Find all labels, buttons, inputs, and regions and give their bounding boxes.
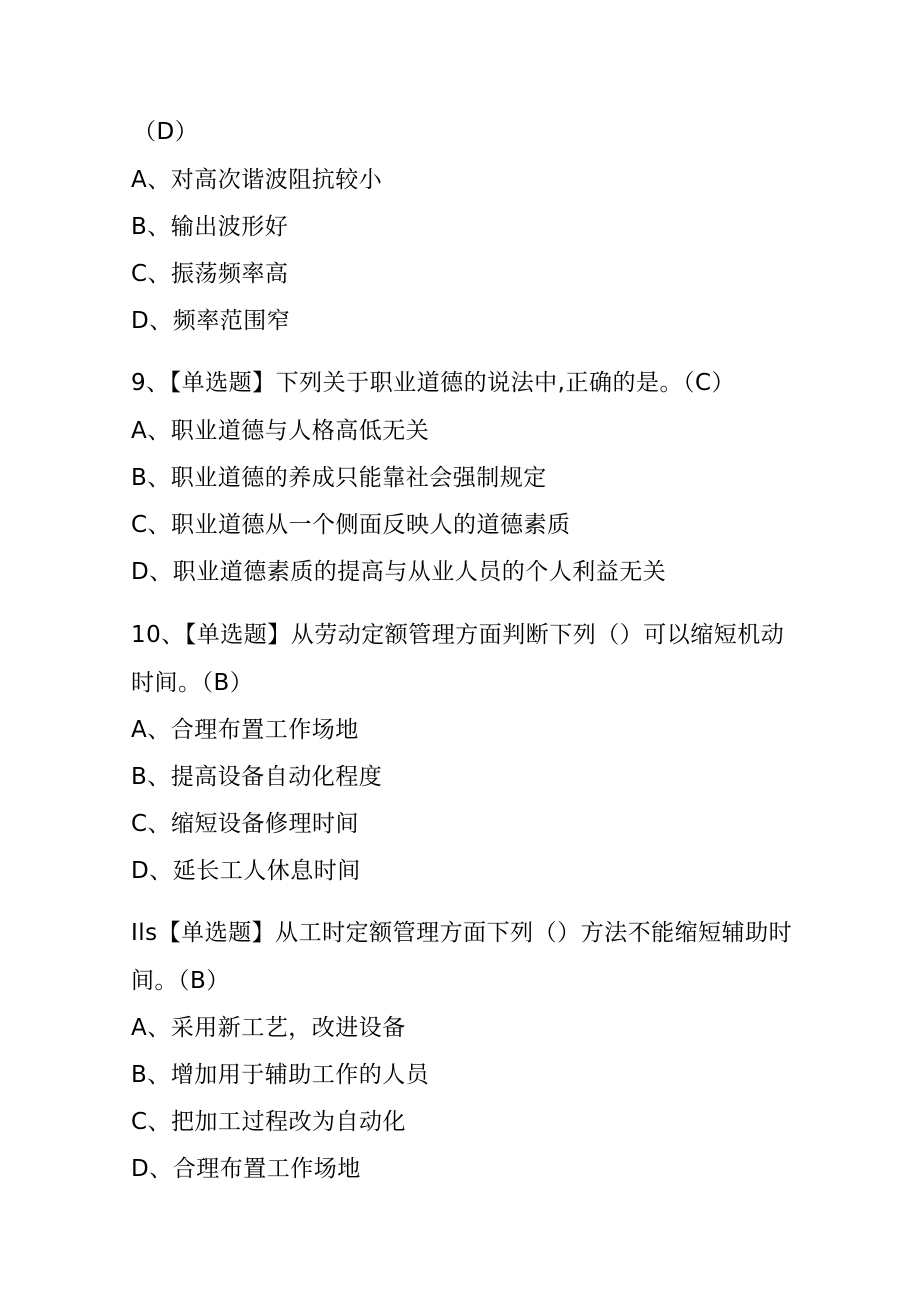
q10-option-d: D、延长工人休息时间 [131, 858, 361, 884]
q11-option-a: A、采用新工艺，改进设备 [131, 1015, 406, 1041]
q10-option-c: C、缩短设备修理时间 [131, 811, 360, 837]
q11-option-b: B、增加用于辅助工作的人员 [131, 1062, 430, 1088]
q10-stem-line2: 时间。（B） [131, 670, 254, 696]
q11-stem-line1: Ils【单选题】从工时定额管理方面下列（）方法不能缩短辅助时 [131, 920, 793, 946]
q8-answer: （D） [133, 119, 199, 145]
q10-option-b: B、提高设备自动化程度 [131, 764, 383, 790]
q11-option-c: C、把加工过程改为自动化 [131, 1109, 407, 1135]
q8-option-a: A、对高次谐波阻抗较小 [131, 167, 383, 193]
q8-option-b: B、输出波形好 [131, 214, 289, 240]
q9-option-b: B、职业道德的养成只能靠社会强制规定 [131, 465, 547, 491]
q9-option-a: A、职业道德与人格高低无关 [131, 418, 430, 444]
q8-option-c: C、振荡频率高 [131, 261, 289, 287]
q9-option-d: D、职业道德素质的提高与从业人员的个人利益无关 [131, 559, 667, 585]
q11-stem-line2: 间。（B） [131, 968, 230, 994]
q8-option-d: D、频率范围窄 [131, 308, 291, 334]
q10-stem-line1: 10、【单选题】从劳动定额管理方面判断下列（）可以缩短机动 [131, 622, 785, 648]
q10-option-a: A、合理布置工作场地 [131, 717, 359, 743]
q11-option-d: D、合理布置工作场地 [131, 1156, 361, 1182]
q9-stem: 9、【单选题】下列关于职业道德的说法中,正确的是。（C） [131, 370, 736, 396]
q9-option-c: C、职业道德从一个侧面反映人的道德素质 [131, 512, 571, 538]
